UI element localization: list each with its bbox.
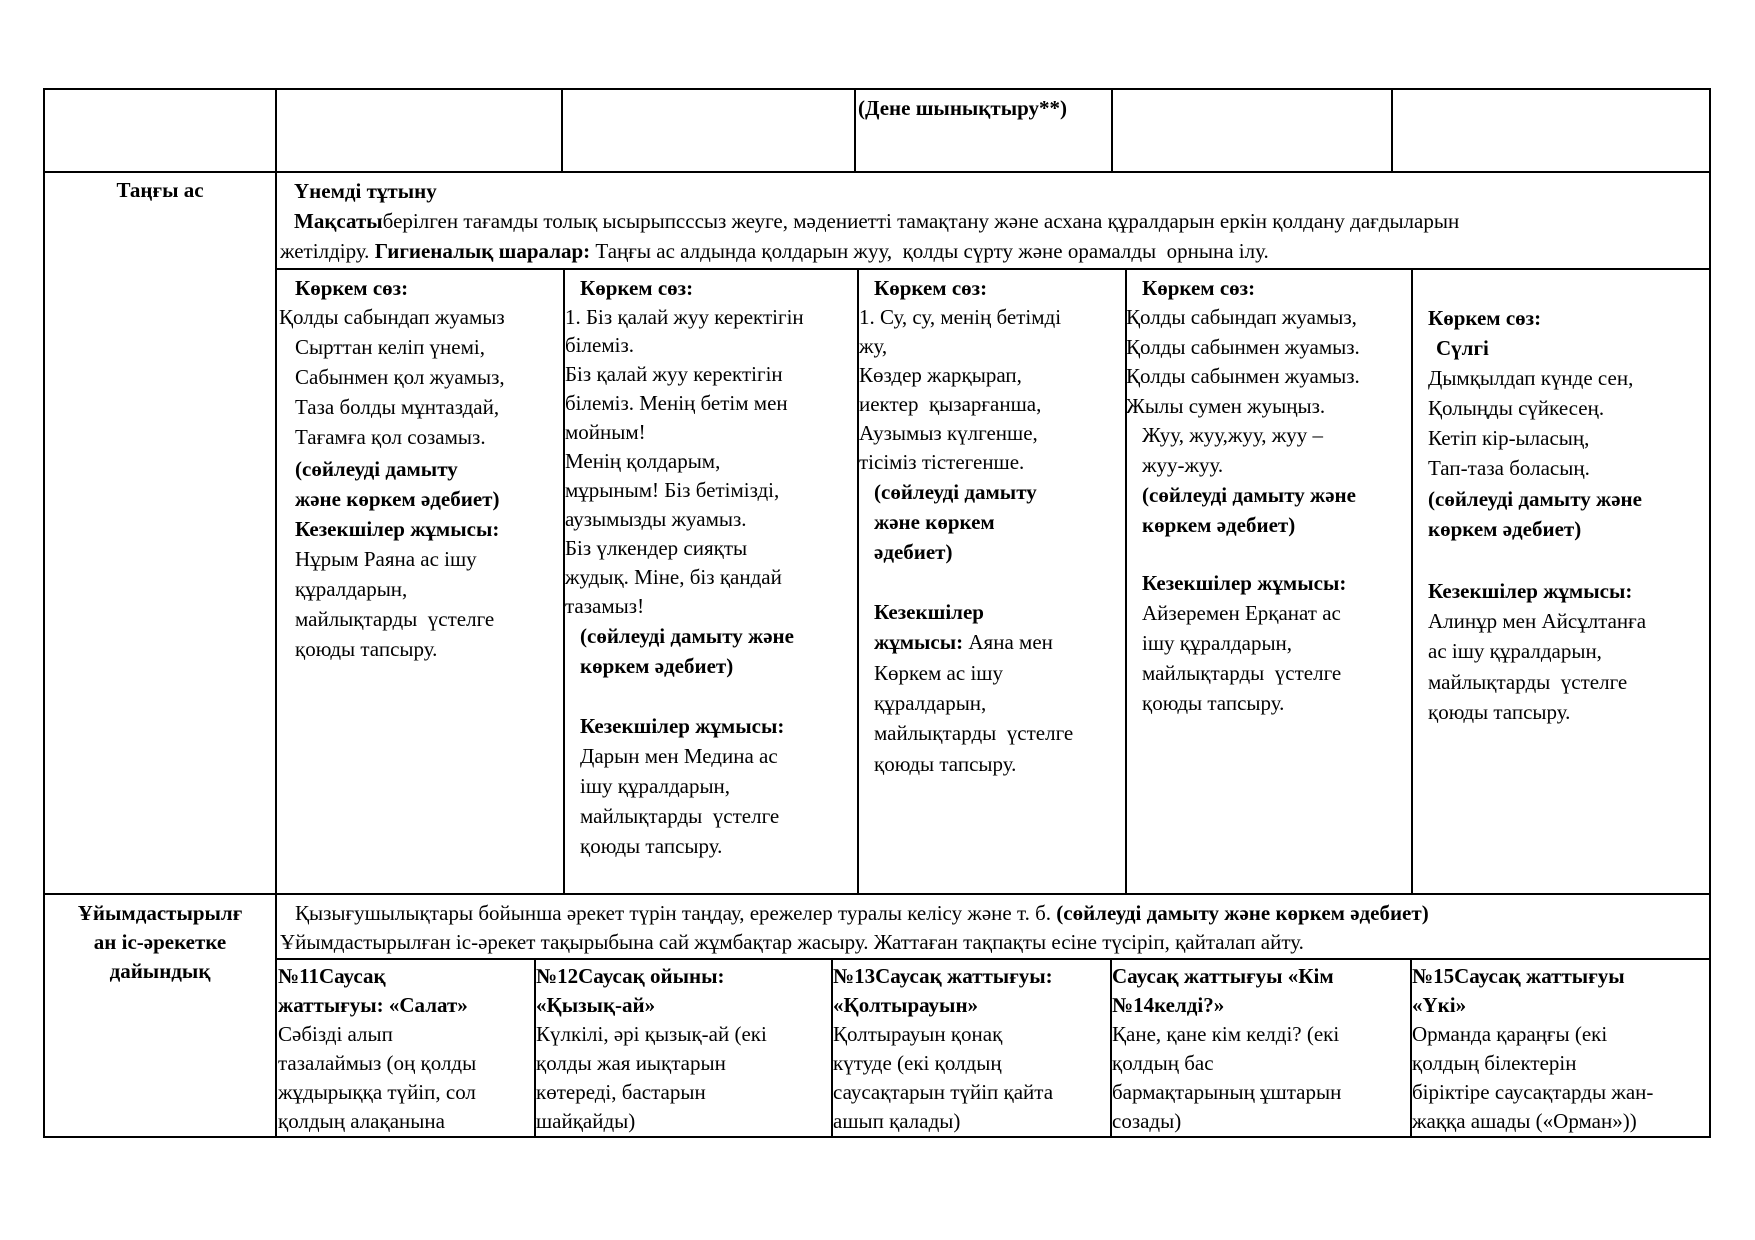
duty-line: майлықтарды үстелге: [1428, 670, 1628, 694]
prep-line-1-text: Қызығушылықтары бойынша әрекет түрін таңдау, ережелер туралы келісу және т. б.: [295, 901, 1057, 925]
area-note: (сөйлеуді дамыту: [874, 480, 1037, 504]
prep-label-line: ан іс-әрекетке: [93, 930, 227, 954]
exercise-title: жаттығуы: «Салат»: [278, 993, 468, 1017]
exercise-text: жұдырыққа түйіп, сол: [278, 1080, 476, 1104]
exercise-title: №11Саусақ: [278, 964, 386, 988]
exercise-text: Күлкілі, әрі қызық-ай (екі: [536, 1022, 767, 1046]
exercise-title: «Үкі»: [1412, 993, 1467, 1017]
exercise-text: Қане, қане кім келді? (екі: [1112, 1022, 1340, 1046]
poem-line: жуу-жуу.: [1142, 453, 1224, 477]
duty-line: ішу құралдарын,: [1142, 631, 1293, 655]
goal-text-2: жетілдіру.: [280, 239, 375, 263]
duty-line: Алинұр мен Айсұлтанға: [1428, 609, 1647, 633]
col-subtitle: Сүлгі: [1436, 336, 1489, 360]
breakfast-hygiene: [280, 237, 1269, 266]
exercise-text: қолдың бас: [1112, 1051, 1214, 1075]
exercise-text: Орманда қараңғы (екі: [1412, 1022, 1608, 1046]
col-title: Көркем сөз:: [580, 276, 694, 300]
duty-label-line: [874, 628, 1053, 657]
prep-label-line: Ұйымдастырылғ: [77, 901, 243, 925]
duty-line: құралдарын,: [295, 577, 408, 601]
prep-label-line: дайындық: [109, 959, 211, 983]
duty-line: майлықтарды үстелге: [1142, 661, 1342, 685]
poem-line: аузымызды жуамыз.: [565, 507, 747, 531]
duty-line: ас ішу құралдарын,: [1428, 639, 1602, 663]
poem-line: жу,: [859, 334, 888, 358]
col-title: Көркем сөз:: [295, 276, 409, 300]
area-note: және көркем әдебиет): [295, 487, 500, 511]
poem-line: Жылы сумен жуыңыз.: [1126, 394, 1326, 418]
breakfast-label: Таңғы ас: [116, 178, 204, 202]
poem-line: Тап-таза боласың.: [1428, 456, 1590, 480]
duty-inline: Аяна мен: [963, 630, 1053, 654]
area-note: көркем әдебиет): [580, 654, 734, 678]
breakfast-heading: Үнемді тұтыну: [294, 179, 437, 203]
exercise-text: жаққа ашады («Орман»)): [1412, 1109, 1637, 1133]
area-note: (сөйлеуді дамыту және: [1142, 483, 1356, 507]
area-note: көркем әдебиет): [1428, 517, 1582, 541]
col-title: Көркем сөз:: [1428, 306, 1542, 330]
poem-line: 1. Біз қалай жуу керектігін: [565, 305, 804, 329]
exercise-text: Қолтырауын қонақ: [833, 1022, 1003, 1046]
poem-line: Қолды сабынмен жуамыз.: [1126, 335, 1360, 359]
duty-label: Кезекшілер: [874, 600, 984, 624]
duty-line: ішу құралдарын,: [580, 774, 731, 798]
prep-line-1: [295, 899, 1429, 928]
poem-line: Сабынмен қол жуамыз,: [295, 365, 505, 389]
poem-line: білеміз. Менің бетім мен: [565, 391, 788, 415]
duty-line: майлықтарды үстелге: [295, 607, 495, 631]
exercise-text: шайқайды): [536, 1109, 636, 1133]
exercise-text: қолдың алақанына: [278, 1109, 445, 1133]
exercise-title: №13Саусақ жаттығуы:: [833, 964, 1053, 988]
poem-line: Кетіп кір-ыласың,: [1428, 426, 1590, 450]
poem-line: 1. Су, су, менің бетімді: [859, 305, 1062, 329]
poem-line: Таза болды мұнтаздай,: [295, 395, 500, 419]
exercise-title: Саусақ жаттығуы «Кім: [1112, 964, 1334, 988]
exercise-text: күтуде (екі қолдың: [833, 1051, 1002, 1075]
exercise-text: қолдың білектерін: [1412, 1051, 1577, 1075]
prep-line-2: Ұйымдастырылған іс-әрекет тақырыбына сай жұмбақтар жасыру. Жаттаған тақпақты есіне түсіріп, қайталап айту.: [280, 930, 1304, 954]
area-note: (сөйлеуді дамыту және: [1428, 487, 1642, 511]
duty-label: Кезекшілер жұмысы:: [1142, 571, 1347, 595]
top-cell-activity: (Дене шынықтыру**): [858, 96, 1068, 120]
poem-line: білеміз.: [565, 333, 634, 357]
area-note: әдебиет): [874, 540, 953, 564]
poem-line: жудық. Міне, біз қандай: [565, 565, 782, 589]
area-note: (сөйлеуді дамыту: [295, 457, 458, 481]
breakfast-goal: [294, 207, 1459, 236]
exercise-title: «Қызық-ай»: [536, 993, 656, 1017]
exercise-text: ашып қалады): [833, 1109, 961, 1133]
goal-label: Мақсаты: [294, 209, 383, 233]
poem-line: Сырттан келіп үнемі,: [295, 335, 485, 359]
duty-label: Кезекшілер жұмысы:: [295, 517, 500, 541]
poem-line: Біз қалай жуу керектігін: [565, 362, 783, 386]
poem-line: тісіміз тістегенше.: [859, 450, 1025, 474]
poem-line: мойным!: [565, 420, 646, 444]
poem-line: Жуу, жуу,жуу, жуу –: [1142, 423, 1324, 447]
duty-line: қоюды тапсыру.: [1428, 700, 1571, 724]
poem-line: иектер қызарғанша,: [859, 392, 1042, 416]
duty-line: қоюды тапсыру.: [1142, 691, 1285, 715]
prep-label: [45, 899, 275, 986]
poem-line: Тағамға қол созамыз.: [295, 425, 486, 449]
exercise-text: созады): [1112, 1109, 1182, 1133]
exercise-text: Сәбізді алып: [278, 1022, 393, 1046]
duty-label: Кезекшілер жұмысы:: [580, 714, 785, 738]
poem-line: Қолды сабындап жуамыз,: [1126, 305, 1357, 329]
exercise-title: «Қолтырауын»: [833, 993, 979, 1017]
col-title: Көркем сөз:: [1142, 276, 1256, 300]
exercise-title: №15Саусақ жаттығуы: [1412, 964, 1625, 988]
duty-label-2: жұмысы:: [874, 630, 964, 654]
poem-line: Қолды сабынмен жуамыз.: [1126, 364, 1360, 388]
duty-line: құралдарын,: [874, 691, 987, 715]
goal-text: берілген тағамды толық ысырыпсссыз жеуге, мәдениетті тамақтану және асхана құралдарын еркін қолдану дағдыларын: [382, 209, 1460, 233]
duty-line: Нұрым Раяна ас ішу: [295, 547, 477, 571]
exercise-text: тазалаймыз (оң қолды: [278, 1051, 477, 1075]
duty-line: Дарын мен Медина ас: [580, 744, 778, 768]
area-note: (сөйлеуді дамыту және: [580, 624, 794, 648]
duty-line: Айзеремен Ерқанат ас: [1142, 601, 1341, 625]
poem-line: Көздер жарқырап,: [859, 363, 1022, 387]
duty-line: қоюды тапсыру.: [295, 637, 438, 661]
poem-line: Қолыңды сүйкесең.: [1428, 396, 1605, 420]
area-note: және көркем: [874, 510, 995, 534]
poem-line: Біз үлкендер сияқты: [565, 536, 748, 560]
area-note: көркем әдебиет): [1142, 513, 1296, 537]
duty-line: қоюды тапсыру.: [874, 752, 1017, 776]
col-title: Көркем сөз:: [874, 276, 988, 300]
hygiene-label: Гигиеналық шаралар:: [374, 239, 591, 263]
exercise-text: саусақтарын түйіп қайта: [833, 1080, 1054, 1104]
exercise-title: №14келді?»: [1112, 993, 1225, 1017]
exercise-text: көтереді, бастарын: [536, 1080, 706, 1104]
poem-line: Қолды сабындап жуамыз: [279, 305, 505, 329]
poem-line: Аузымыз күлгенше,: [859, 421, 1038, 445]
duty-line: қоюды тапсыру.: [580, 834, 723, 858]
hygiene-text: Таңғы ас алдында қолдарын жуу, қолды сүрту және орамалды орнына ілу.: [590, 239, 1269, 263]
duty-label: Кезекшілер жұмысы:: [1428, 579, 1633, 603]
poem-line: Менің қолдарым,: [565, 449, 721, 473]
poem-line: Дымқылдап күнде сен,: [1428, 366, 1634, 390]
exercise-text: біріктіре саусақтарды жан-: [1412, 1080, 1654, 1104]
prep-line-1-bold: (сөйлеуді дамыту және көркем әдебиет): [1056, 901, 1429, 925]
exercise-text: бармақтарының ұштарын: [1112, 1080, 1342, 1104]
poem-line: мұрыным! Біз бетімізді,: [565, 478, 780, 502]
duty-line: Көркем ас ішу: [874, 661, 1003, 685]
duty-line: майлықтарды үстелге: [874, 721, 1074, 745]
exercise-text: қолды жая иықтарын: [536, 1051, 726, 1075]
poem-line: тазамыз!: [565, 594, 645, 618]
duty-line: майлықтарды үстелге: [580, 804, 780, 828]
exercise-title: №12Саусақ ойыны:: [536, 964, 725, 988]
